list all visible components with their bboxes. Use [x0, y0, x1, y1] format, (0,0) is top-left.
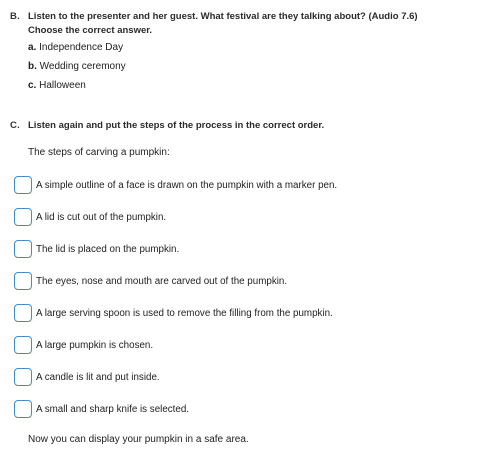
option-b	[28, 61, 126, 72]
option-b-letter: b.	[28, 61, 37, 72]
step-row	[14, 366, 160, 388]
section-c-question: Listen again and put the steps of the process in the correct order.	[28, 120, 325, 131]
step-order-checkbox[interactable]	[14, 304, 32, 322]
step-order-checkbox[interactable]	[14, 240, 32, 258]
section-b-question: Listen to the presenter and her guest. What festival are they talking about? (Audio 7.6)	[28, 11, 418, 22]
step-text: A small and sharp knife is selected.	[36, 403, 190, 415]
step-text: A lid is cut out of the pumpkin.	[36, 211, 167, 223]
steps-intro: The steps of carving a pumpkin:	[28, 147, 170, 158]
step-text: A large pumpkin is chosen.	[36, 339, 154, 351]
section-c-letter: C.	[10, 120, 21, 131]
step-text: A simple outline of a face is drawn on the pumpkin with a marker pen.	[36, 179, 338, 191]
option-c-text: Halloween	[39, 80, 86, 91]
step-text: A candle is lit and put inside.	[36, 371, 160, 383]
closing-note: Now you can display your pumpkin in a safe area.	[28, 434, 249, 445]
option-a	[28, 42, 123, 53]
step-order-checkbox[interactable]	[14, 176, 32, 194]
step-row	[14, 270, 287, 292]
section-b-letter: B.	[10, 11, 21, 22]
option-c-letter: c.	[28, 80, 37, 91]
step-text: The eyes, nose and mouth are carved out of the pumpkin.	[36, 275, 288, 287]
option-b-text: Wedding ceremony	[39, 61, 126, 72]
step-row	[14, 302, 333, 324]
step-order-checkbox[interactable]	[14, 400, 32, 418]
step-row	[14, 174, 337, 196]
option-a-text: Independence Day	[39, 42, 124, 53]
section-b-instruction: Choose the correct answer.	[28, 25, 153, 36]
option-c	[28, 80, 86, 91]
step-order-checkbox[interactable]	[14, 272, 32, 290]
option-a-letter: a.	[28, 42, 37, 53]
step-row	[14, 238, 179, 260]
step-row	[14, 398, 189, 420]
step-order-checkbox[interactable]	[14, 208, 32, 226]
step-text: A large serving spoon is used to remove the filling from the pumpkin.	[36, 307, 333, 319]
step-order-checkbox[interactable]	[14, 368, 32, 386]
step-row	[14, 206, 166, 228]
step-order-checkbox[interactable]	[14, 336, 32, 354]
step-text: The lid is placed on the pumpkin.	[36, 243, 180, 255]
step-row	[14, 334, 153, 356]
